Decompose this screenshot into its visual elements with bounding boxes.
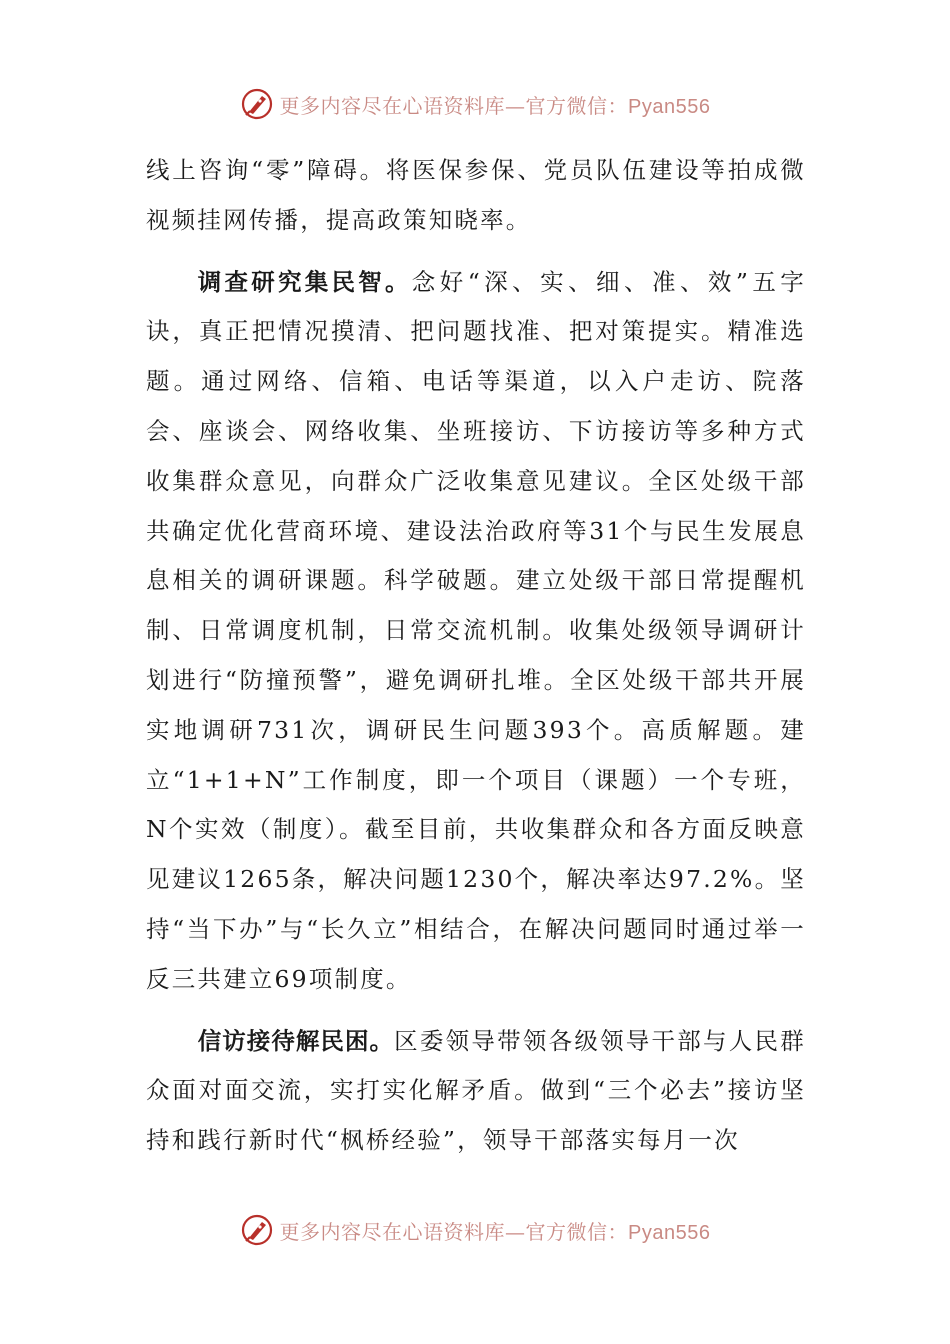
footer-banner <box>0 1210 950 1250</box>
paragraph-1-body: 线上咨询“零”障碍。将医保参保、党员队伍建设等拍成微视频挂网传播，提高政策知晓率。 <box>146 156 806 234</box>
document-body <box>146 146 806 1166</box>
pen-nib-logo-icon <box>240 1213 274 1247</box>
banner-text <box>280 90 711 119</box>
wechat-handle: Pyan556 <box>628 95 711 118</box>
paragraph-2-lead: 调查研究集民智。 <box>197 267 412 296</box>
paragraph-3-body: 区委领导带领各级领导干部与人民群众面对面交流，实打实化解矛盾。做到“三个必去”接访坚持和践行新时代“枫桥经验”，领导干部落实每月一次 <box>146 1026 807 1155</box>
wechat-handle: Pyan556 <box>628 1221 711 1244</box>
paragraph-2 <box>146 258 806 1005</box>
banner-text <box>280 1216 711 1245</box>
header-banner <box>0 84 950 124</box>
paragraph-2-body: 念好“深、实、细、准、效”五字诀，真正把情况摸清、把问题找准、把对策提实。精准选题。通过网络、信箱、电话等渠道，以入户走访、院落会、座谈会、网络收集、坐班接访、下访接访等多种方式收集群众意见，向群众广泛收集意见建议。全区处级干部共确定优化营商环境、建设法治政府等31个与民生发展息息相关的调研课题。科学破题。建立处级干部日常提醒机制、日常调度机制，日常交流机制。收集处级领导调研计划进行“防撞预警”，避免调研扎堆。全区处级干部共开展实地调研731次，调研民生问题393个。高质解题。建立“1+1+N”工作制度，即一个项目（课题）一个专班，N个实效（制度）。截至目前，共收集群众和各方面反映意见建议1265条，解决问题1230个，解决率达97.2%。坚持“当下办”与“长久立”相结合，在解决问题同时通过举一反三共建立69项制度。 <box>146 267 807 993</box>
banner-label: 更多内容尽在心语资料库—官方微信： <box>279 93 629 118</box>
banner-label: 更多内容尽在心语资料库—官方微信： <box>279 1219 629 1244</box>
pen-nib-logo-icon <box>240 87 274 121</box>
paragraph-1 <box>146 146 806 246</box>
paragraph-3-lead: 信访接待解民困。 <box>197 1026 395 1055</box>
paragraph-3 <box>146 1017 806 1166</box>
